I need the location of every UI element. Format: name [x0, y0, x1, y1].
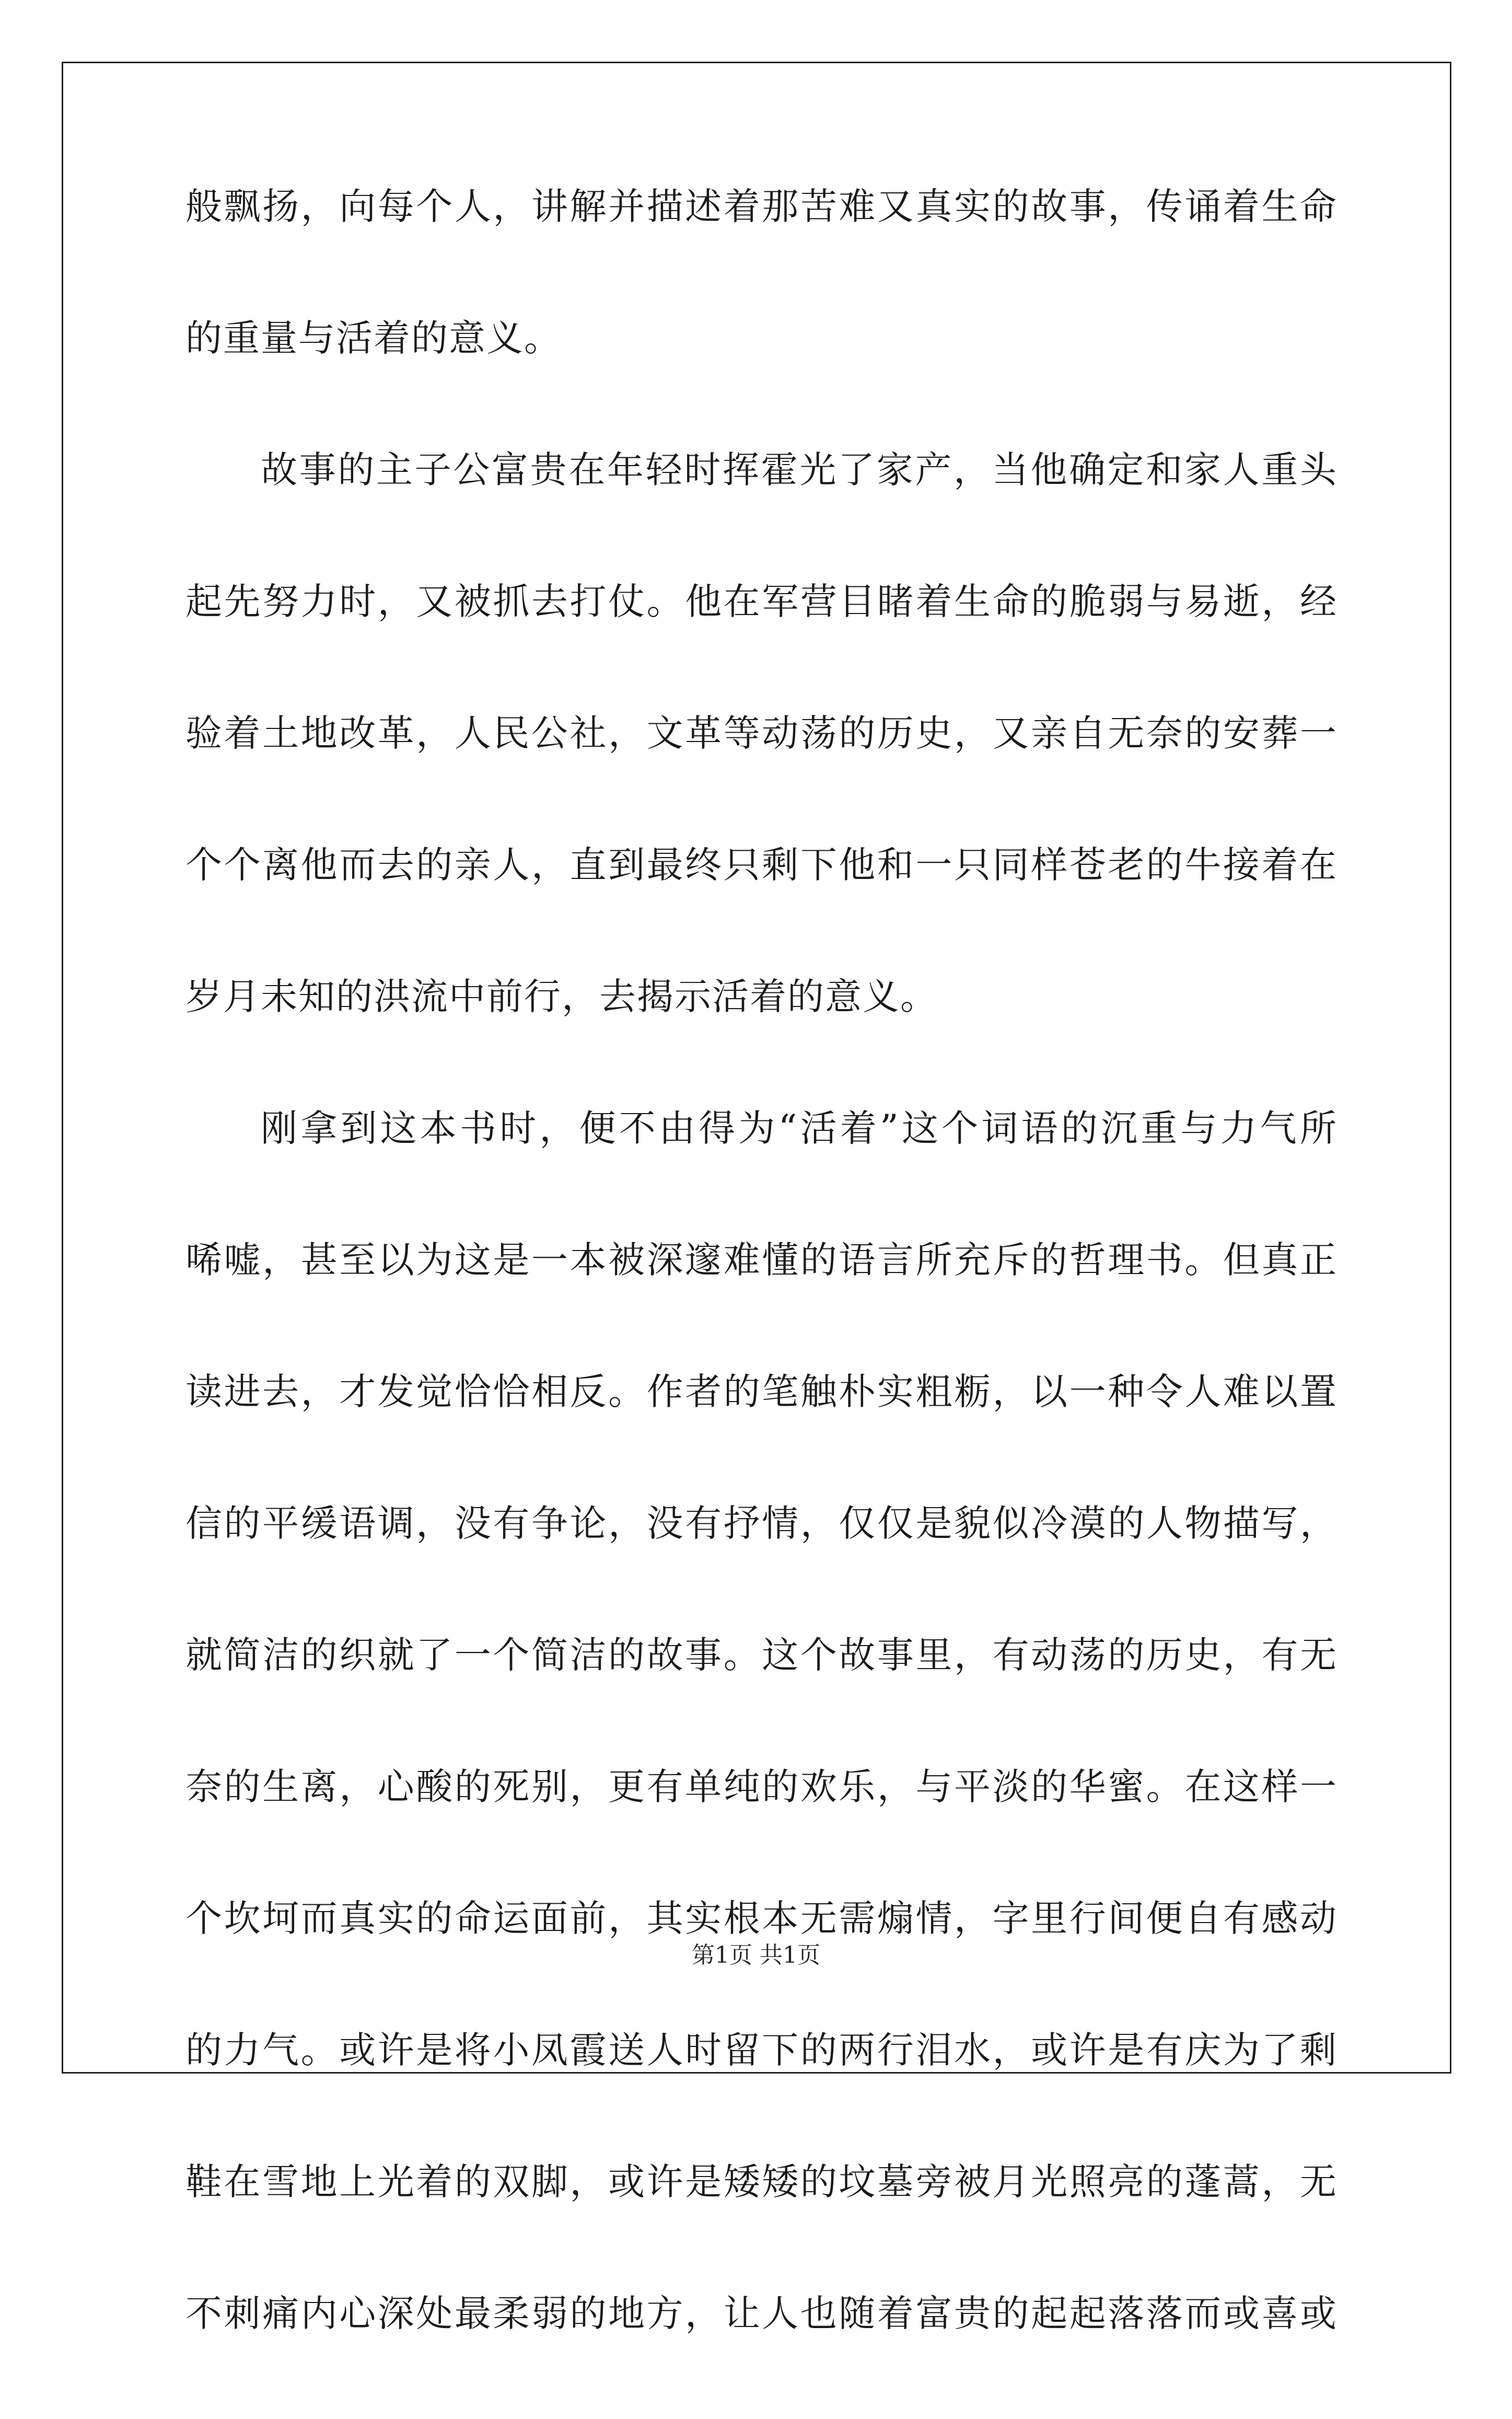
text-line: 就简洁的织就了一个简洁的故事。这个故事里，有动荡的历史，有无	[185, 1634, 1337, 1676]
text-line: 般飘扬，向每个人，讲解并描述着那苦难又真实的故事，传诵着生命	[185, 185, 1337, 228]
text-line: 验着土地改革，人民公社，文革等动荡的历史，又亲自无奈的安葬一	[185, 712, 1337, 755]
text-line: 信的平缓语调，没有争论，没有抒情，仅仅是貌似冷漠的人物描写，	[185, 1502, 1337, 1545]
text-line: 的力气。或许是将小凤霞送人时留下的两行泪水，或许是有庆为了剩	[185, 2029, 1337, 2071]
page-footer: 第1页 共1页	[692, 1942, 820, 1969]
text-line: 个个离他而去的亲人，直到最终只剩下他和一只同样苍老的牛接着在	[185, 843, 1337, 886]
text-line: 唏嘘，甚至以为这是一本被深邃难懂的语言所充斥的哲理书。但真正	[185, 1239, 1337, 1281]
text-line: 鞋在雪地上光着的双脚，或许是矮矮的坟墓旁被月光照亮的蓬蒿，无	[185, 2160, 1337, 2203]
document-body	[185, 180, 1337, 2419]
text-line: 的重量与活着的意义。	[185, 317, 562, 360]
text-line: 不刺痛内心深处最柔弱的地方，让人也随着富贵的起起落落而或喜或	[185, 2292, 1337, 2335]
text-line: 个坎坷而真实的命运面前，其实根本无需煽情，字里行间便自有感动	[185, 1897, 1337, 1940]
text-line: 读进去，才发觉恰恰相反。作者的笔触朴实粗粝，以一种令人难以置	[185, 1370, 1337, 1413]
text-line: 刚拿到这本书时，便不由得为“活着”这个词语的沉重与力气所	[261, 1107, 1337, 1150]
text-line: 起先努力时，又被抓去打仗。他在军营目睹着生命的脆弱与易逝，经	[185, 580, 1337, 623]
text-line: 故事的主子公富贵在年轻时挥霍光了家产，当他确定和家人重头	[261, 448, 1337, 491]
text-line: 奈的生离，心酸的死别，更有单纯的欢乐，与平淡的华蜜。在这样一	[185, 1765, 1337, 1808]
text-line: 岁月未知的洪流中前行，去揭示活着的意义。	[185, 975, 938, 1018]
